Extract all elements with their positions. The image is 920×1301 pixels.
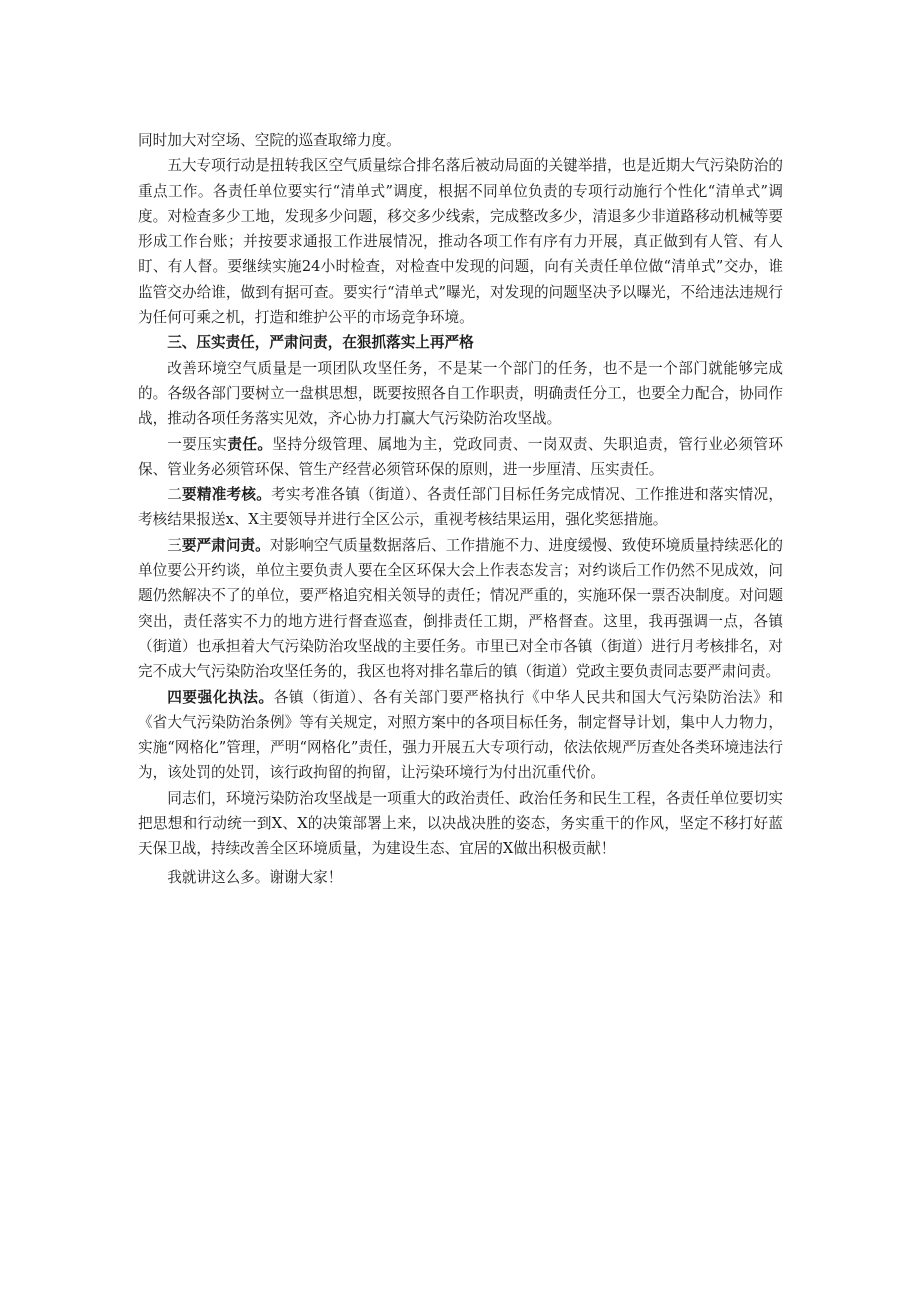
paragraph-body: 对影响空气质量数据落后、工作措施不力、进度缓慢、致使环境质量持续恶化的单位要公开约谈，单位主要负责人要在全区环保大会上作表态发言；对约谈后工作仍然不见成效，问题仍然解决不了的单位，要严格追究相关领导的责任；情况严重的，实施环保一票否决制度。对问题突出，责任落实不力的地方进行督查巡查，倒排责任工期，严格督查。这里，我再强调一点，各镇（街道）也承担着大气污染防治攻坚战的主要任务。市里已对全市各镇（街道）进行月考核排名，对完不成大气污染防治攻坚任务的，我区也将对排名靠后的镇（街道）党政主要负责同志要严肃问责。 — [138, 536, 783, 681]
section-heading-three: 三、压实责任，严肃问责，在狠抓落实上再严格 — [167, 334, 474, 352]
paragraph-teamwork: 改善环境空气质量是一项团队攻坚任务，不是某一个部门的任务，也不是一个部门就能够完成的。各级各部门要树立一盘棋思想，既要按照各自工作职责，明确责任分工，也要全力配合，协同作战，推动各项任务落实见效，齐心协力打赢大气污染防治攻坚战。 — [138, 359, 783, 428]
paragraph-continuation: 同时加大对空场、空院的巡查取缔力度。 — [138, 132, 401, 149]
paragraph-five-campaigns: 五大专项行动是扭转我区空气质量综合排名落后被动局面的关键举措，也是近期大气污染防治的重点工作。各责任单位要实行“清单式”调度，根据不同单位负责的专项行动施行个性化“清单式”调度。对检查多少工地，发现多少问题，移交多少线索，完成整改多少，清退多少非道路移动机械等要形成工作台账；并按要求通报工作进展情况，推动各项工作有序有力开展，真正做到有人管、有人盯、有人督。要继续实施24小时检查，对检查中发现的问题，向有关责任单位做“清单式”交办，谁监管交办给谁，做到有据可查。要实行“清单式”曝光，对发现的问题坚决予以曝光，不给违法违规行为任何可乘之机，打造和维护公平的市场竞争环境。 — [138, 157, 783, 327]
paragraph-accountability — [138, 533, 783, 685]
paragraph-closing-remark: 我就讲这么多。谢谢大家！ — [167, 868, 343, 886]
paragraph-body: 各镇（街道）、各有关部门要严格执行《中华人民共和国大气污染防治法》和《省大气污染防治条例》等有关规定，对照方案中的各项目标任务，制定督导计划，集中人力物力，实施“网格化”管理，严明“网格化”责任，强力开展五大专项行动，依法依规严厉查处各类环境违法行为，该处罚的处罚，该行政拘留的拘留，让污染环境行为付出沉重代价。 — [138, 688, 783, 782]
paragraph-assessment — [138, 482, 783, 533]
paragraph-body: 考实考准各镇（街道）、各责任部门目标任务完成情况、工作推进和落实情况，考核结果报送x、X主要领导并进行全区公示，重视考核结果运用，强化奖惩措施。 — [138, 486, 783, 529]
lead-bold-text: 四要强化执法。 — [167, 688, 274, 706]
paragraph-enforcement — [138, 685, 783, 786]
lead-bold-text: 责任。 — [227, 435, 273, 453]
document-page — [138, 128, 783, 890]
lead-plain-text: 一要压实 — [167, 435, 228, 453]
paragraph-responsibility — [138, 432, 783, 483]
lead-plain-text: 二 — [167, 486, 183, 504]
lead-bold-text: 要精准考核。 — [182, 486, 272, 504]
lead-plain-text: 三 — [167, 536, 182, 554]
lead-bold-text: 要严肃问责。 — [181, 536, 270, 554]
paragraph-body: 坚持分级管理、属地为主，党政同责、一岗双责、失职追责，管行业必须管环保、管业务必须管环保、管生产经营必须管环保的原则，进一步厘清、压实责任。 — [138, 435, 783, 478]
paragraph-conclusion: 同志们，环境污染防治攻坚战是一项重大的政治责任、政治任务和民生工程，各责任单位要切实把思想和行动统一到X、X的决策部署上来，以决战决胜的姿态，务实重干的作风，坚定不移打好蓝天保卫战，持续改善全区环境质量，为建设生态、宜居的X做出积极贡献！ — [138, 789, 783, 858]
